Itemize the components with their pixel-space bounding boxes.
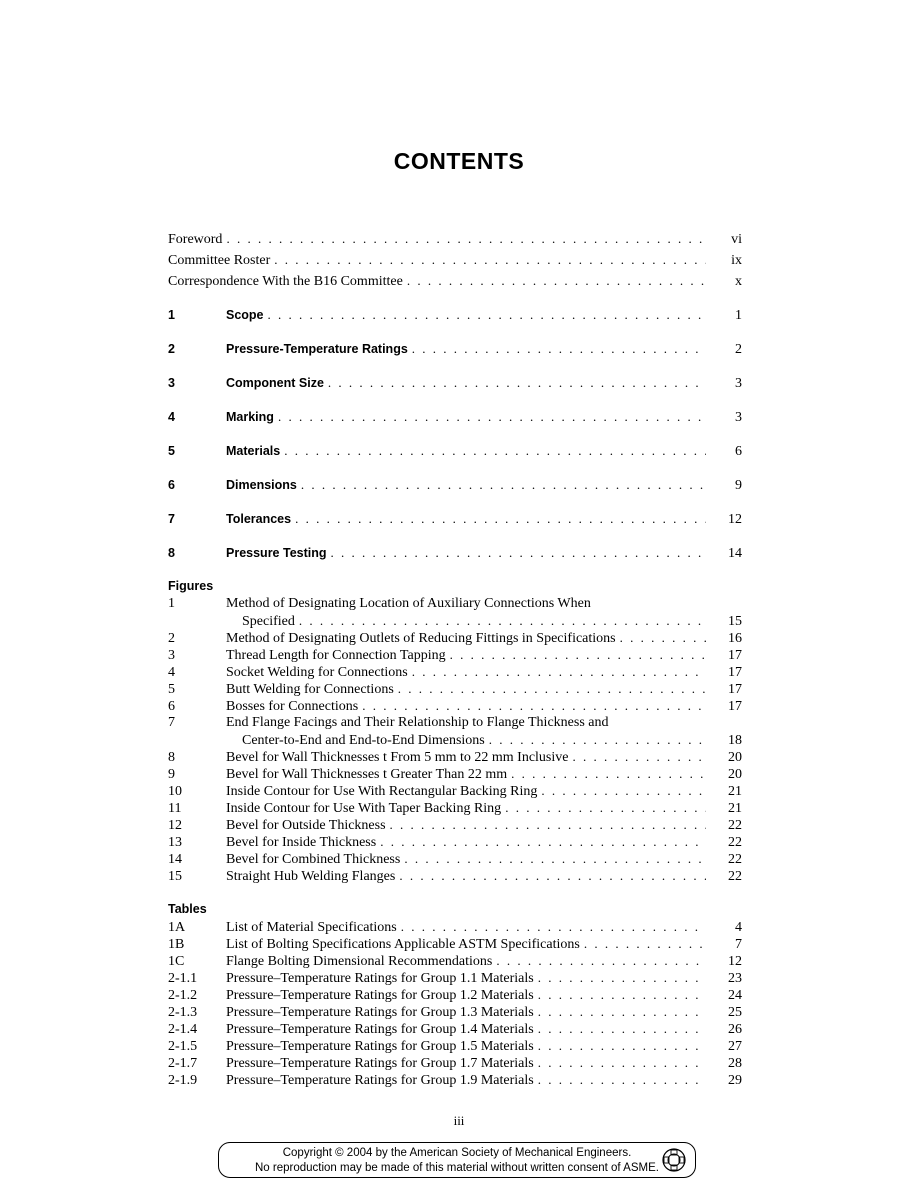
sections-number: 3: [168, 376, 175, 390]
toc-label: Correspondence With the B16 Committee: [168, 274, 403, 289]
tables-page: 25: [728, 1005, 742, 1020]
figures-label: Inside Contour for Use With Rectangular Backing Ring: [226, 784, 538, 799]
copyright-notice: [218, 1142, 696, 1178]
figures-number: 4: [168, 665, 175, 680]
tables-entry[interactable]: [168, 1071, 742, 1088]
figures-page: 16: [728, 631, 742, 646]
figures-page: 15: [728, 614, 742, 629]
sections-number: 7: [168, 512, 175, 526]
toc-entry-foreword[interactable]: [168, 230, 742, 247]
sections-page: 14: [728, 546, 742, 561]
tables-number: 2-1.9: [168, 1073, 198, 1088]
leader-dots: [538, 1020, 706, 1037]
toc-page: ix: [731, 253, 742, 268]
leader-dots: [268, 306, 706, 323]
figures-label: Inside Contour for Use With Taper Backing Ring: [226, 801, 502, 816]
sections-page: 1: [735, 308, 742, 323]
figures-label: Bevel for Combined Thickness: [226, 852, 401, 867]
tables-label: List of Bolting Specifications Applicable ASTM Specifications: [226, 937, 580, 952]
tables-entry[interactable]: [168, 935, 742, 952]
sections-entry[interactable]: [168, 374, 742, 391]
sections-number: 1: [168, 308, 175, 322]
tables-label: Pressure–Temperature Ratings for Group 1.7 Materials: [226, 1056, 534, 1071]
leader-dots: [399, 867, 706, 884]
leader-dots: [226, 230, 706, 247]
leader-dots: [301, 476, 706, 493]
sections-page: 2: [735, 342, 742, 357]
sections-page: 12: [728, 512, 742, 527]
figures-label: Bevel for Wall Thicknesses t From 5 mm to 22 mm Inclusive: [226, 750, 569, 765]
leader-dots: [538, 1054, 706, 1071]
tables-entry[interactable]: [168, 969, 742, 986]
leader-dots: [538, 969, 706, 986]
figures-label: Bosses for Connections: [226, 699, 359, 714]
tables-number: 2-1.3: [168, 1005, 198, 1020]
leader-dots: [295, 510, 706, 527]
leader-dots: [328, 374, 706, 391]
leader-dots: [541, 782, 706, 799]
leader-dots: [407, 272, 706, 289]
tables-entry[interactable]: [168, 986, 742, 1003]
toc-entry-committee-roster[interactable]: [168, 251, 742, 268]
sections-number: 2: [168, 342, 175, 356]
sections-number: 4: [168, 410, 175, 424]
figures-page: 20: [728, 750, 742, 765]
sections-label: Dimensions: [226, 478, 297, 492]
figures-number: 9: [168, 767, 175, 782]
leader-dots: [538, 1071, 706, 1088]
tables-page: 23: [728, 971, 742, 986]
sections-entry[interactable]: [168, 408, 742, 425]
sections-page: 3: [735, 376, 742, 391]
sections-page: 3: [735, 410, 742, 425]
figures-label-continuation: Center-to-End and End-to-End Dimensions: [242, 733, 485, 748]
tables-entry[interactable]: [168, 1054, 742, 1071]
sections-page: 9: [735, 478, 742, 493]
tables-label: Pressure–Temperature Ratings for Group 1.3 Materials: [226, 1005, 534, 1020]
tables-entry[interactable]: [168, 1020, 742, 1037]
figures-entry[interactable]: [168, 850, 742, 867]
tables-label: Flange Bolting Dimensional Recommendations: [226, 954, 493, 969]
leader-dots: [538, 1003, 706, 1020]
sections-entry[interactable]: [168, 544, 742, 561]
leader-dots: [511, 765, 706, 782]
figures-entry[interactable]: [168, 663, 742, 680]
leader-dots: [390, 816, 706, 833]
figures-number: 14: [168, 852, 182, 867]
leader-dots: [274, 251, 706, 268]
leader-dots: [398, 680, 706, 697]
tables-entry[interactable]: [168, 1037, 742, 1054]
figures-page: 22: [728, 852, 742, 867]
sections-label: Pressure Testing: [226, 546, 327, 560]
figures-entry-continuation[interactable]: [168, 612, 742, 629]
asme-seal-icon: [661, 1147, 687, 1173]
figures-label: Method of Designating Location of Auxiliary Connections When: [226, 596, 591, 611]
leader-dots: [496, 952, 706, 969]
copyright-line-2: No reproduction may be made of this material without written consent of ASME.: [255, 1162, 659, 1174]
sections-entry[interactable]: [168, 476, 742, 493]
sections-label: Scope: [226, 308, 264, 322]
figures-number: 6: [168, 699, 175, 714]
figures-page: 18: [728, 733, 742, 748]
figures-number: 8: [168, 750, 175, 765]
figures-number: 15: [168, 869, 182, 884]
figures-page: 17: [728, 699, 742, 714]
page-number: iii: [453, 1113, 465, 1128]
figures-label: Bevel for Wall Thicknesses t Greater Than 22 mm: [226, 767, 508, 782]
leader-dots: [404, 850, 706, 867]
figures-label: Thread Length for Connection Tapping: [226, 648, 446, 663]
tables-entry[interactable]: [168, 918, 742, 935]
leader-dots: [412, 340, 706, 357]
figures-number: 5: [168, 682, 175, 697]
figures-entry[interactable]: [168, 867, 742, 884]
sections-label: Tolerances: [226, 512, 292, 526]
toc-label: Foreword: [168, 232, 223, 247]
tables-number: 2-1.2: [168, 988, 198, 1003]
figures-number: 12: [168, 818, 182, 833]
leader-dots: [538, 986, 706, 1003]
figures-number: 11: [168, 801, 182, 816]
tables-label: Pressure–Temperature Ratings for Group 1.9 Materials: [226, 1073, 534, 1088]
figures-label: Butt Welding for Connections: [226, 682, 394, 697]
figures-page: 22: [728, 835, 742, 850]
sections-number: 5: [168, 444, 175, 458]
leader-dots: [489, 731, 706, 748]
figures-entry[interactable]: [168, 816, 742, 833]
tables-label: Pressure–Temperature Ratings for Group 1.5 Materials: [226, 1039, 534, 1054]
leader-dots: [278, 408, 706, 425]
leader-dots: [401, 918, 706, 935]
figures-number: 7: [168, 715, 175, 730]
leader-dots: [284, 442, 706, 459]
figures-entry[interactable]: [168, 629, 742, 646]
figures-label: Straight Hub Welding Flanges: [226, 869, 396, 884]
copyright-line-1: Copyright © 2004 by the American Society of Mechanical Engineers.: [282, 1147, 632, 1159]
leader-dots: [380, 833, 706, 850]
sections-number: 8: [168, 546, 175, 560]
figures-number: 13: [168, 835, 182, 850]
tables-page: 7: [735, 937, 742, 952]
figures-page: 17: [728, 648, 742, 663]
tables-page: 27: [728, 1039, 742, 1054]
sections-label: Marking: [226, 410, 274, 424]
tables-heading: Tables: [168, 902, 207, 916]
figures-entry[interactable]: [168, 714, 742, 731]
tables-page: 4: [735, 920, 742, 935]
tables-page: 26: [728, 1022, 742, 1037]
tables-page: 12: [728, 954, 742, 969]
sections-entry[interactable]: [168, 442, 742, 459]
figures-number: 1: [168, 596, 175, 611]
tables-number: 2-1.4: [168, 1022, 198, 1037]
figures-number: 10: [168, 784, 182, 799]
leader-dots: [412, 663, 706, 680]
sections-number: 6: [168, 478, 175, 492]
tables-page: 28: [728, 1056, 742, 1071]
tables-number: 2-1.5: [168, 1039, 198, 1054]
tables-label: Pressure–Temperature Ratings for Group 1.2 Materials: [226, 988, 534, 1003]
sections-label: Materials: [226, 444, 281, 458]
sections-page: 6: [735, 444, 742, 459]
leader-dots: [620, 629, 706, 646]
tables-entry[interactable]: [168, 952, 742, 969]
leader-dots: [572, 748, 706, 765]
figures-page: 17: [728, 665, 742, 680]
leader-dots: [538, 1037, 706, 1054]
figures-entry[interactable]: [168, 765, 742, 782]
figures-heading: Figures: [168, 579, 214, 593]
figures-entry[interactable]: [168, 748, 742, 765]
sections-entry[interactable]: [168, 340, 742, 357]
page-title: CONTENTS: [393, 148, 525, 174]
leader-dots: [584, 935, 706, 952]
toc-entry-correspondence[interactable]: [168, 272, 742, 289]
sections-entry[interactable]: [168, 510, 742, 527]
figures-page: 20: [728, 767, 742, 782]
leader-dots: [299, 612, 706, 629]
tables-number: 1B: [168, 937, 185, 952]
tables-label: Pressure–Temperature Ratings for Group 1.4 Materials: [226, 1022, 534, 1037]
leader-dots: [505, 799, 706, 816]
figures-page: 21: [728, 801, 742, 816]
leader-dots: [331, 544, 706, 561]
table-of-contents: [168, 230, 742, 1088]
figures-label: End Flange Facings and Their Relationship to Flange Thickness and: [226, 715, 609, 730]
figures-entry[interactable]: [168, 646, 742, 663]
figures-page: 22: [728, 869, 742, 884]
figures-number: 3: [168, 648, 175, 663]
tables-number: 2-1.1: [168, 971, 198, 986]
sections-label: Component Size: [226, 376, 324, 390]
figures-entry[interactable]: [168, 595, 742, 612]
figures-page: 22: [728, 818, 742, 833]
figures-entry[interactable]: [168, 697, 742, 714]
tables-label: List of Material Specifications: [226, 920, 397, 935]
leader-dots: [450, 646, 706, 663]
figures-page: 17: [728, 682, 742, 697]
tables-entry[interactable]: [168, 1003, 742, 1020]
sections-entry[interactable]: [168, 306, 742, 323]
leader-dots: [362, 697, 706, 714]
figures-label: Bevel for Outside Thickness: [226, 818, 386, 833]
toc-label: Committee Roster: [168, 253, 271, 268]
figures-label-continuation: Specified: [242, 614, 295, 629]
figures-entry[interactable]: [168, 799, 742, 816]
toc-page: vi: [731, 232, 742, 247]
figures-entry[interactable]: [168, 782, 742, 799]
figures-entry[interactable]: [168, 680, 742, 697]
tables-number: 1A: [168, 920, 186, 935]
tables-number: 2-1.7: [168, 1056, 198, 1071]
tables-label: Pressure–Temperature Ratings for Group 1.1 Materials: [226, 971, 534, 986]
figures-page: 21: [728, 784, 742, 799]
figures-label: Method of Designating Outlets of Reducing Fittings in Specifications: [226, 631, 616, 646]
figures-number: 2: [168, 631, 175, 646]
toc-page: x: [735, 274, 742, 289]
tables-page: 29: [728, 1073, 742, 1088]
figures-label: Bevel for Inside Thickness: [226, 835, 377, 850]
figures-label: Socket Welding for Connections: [226, 665, 408, 680]
tables-number: 1C: [168, 954, 185, 969]
figures-entry[interactable]: [168, 833, 742, 850]
sections-label: Pressure-Temperature Ratings: [226, 342, 408, 356]
tables-page: 24: [728, 988, 742, 1003]
figures-entry-continuation[interactable]: [168, 731, 742, 748]
